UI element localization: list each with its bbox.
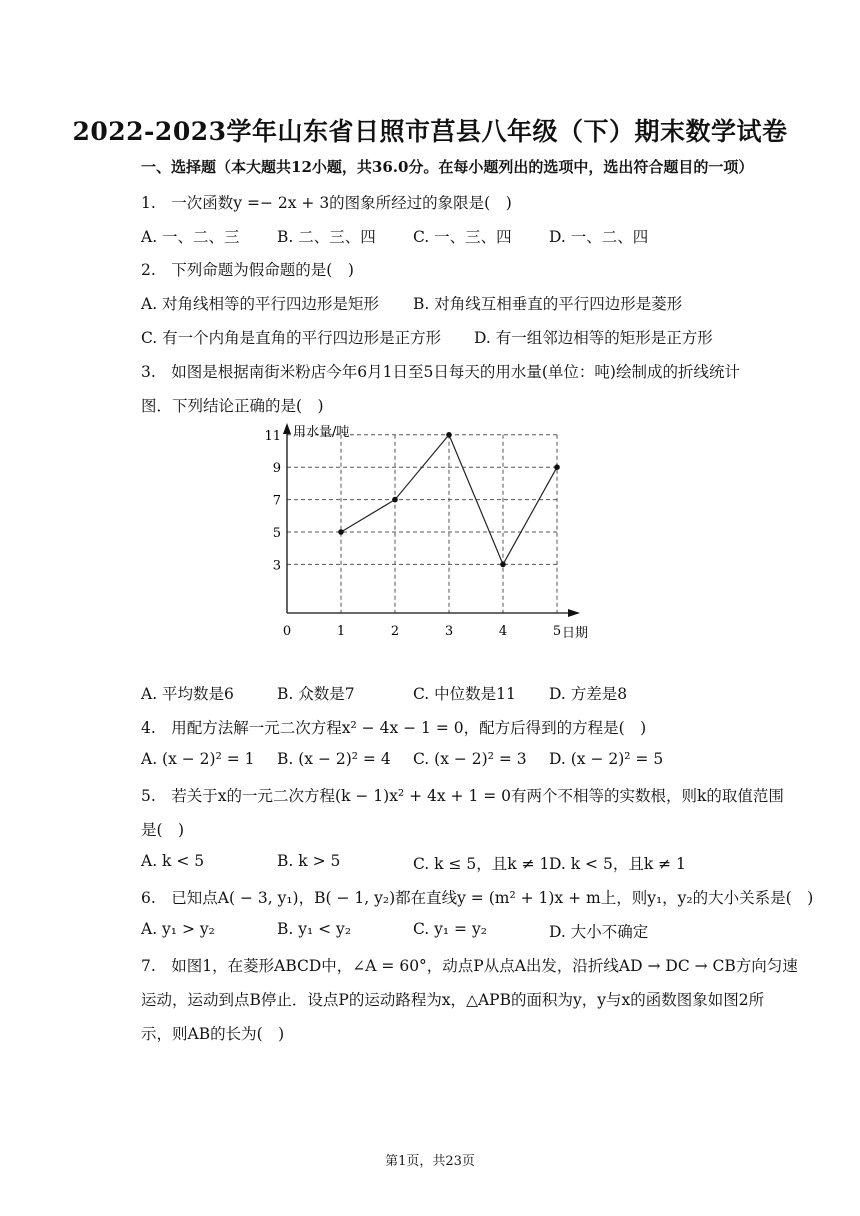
- q6-option-a: A. y₁ > y₂: [141, 920, 215, 938]
- q4-option-b: B. (x − 2)² = 4: [277, 750, 391, 768]
- question-7-stem-line3: 示，则AB的长为( ): [141, 1025, 285, 1043]
- x-axis-label: 日期: [562, 626, 589, 641]
- q1-option-b: B. 二、三、四: [277, 228, 376, 246]
- q5-option-d: D. k < 5，且k ≠ 1: [549, 855, 686, 873]
- q5-option-b: B. k > 5: [277, 852, 341, 870]
- question-1-stem: 1. 一次函数y =− 2x + 3的图象所经过的象限是( ): [141, 194, 512, 212]
- page-footer: 第1页，共23页: [385, 1154, 475, 1169]
- question-7-stem-line1: 7. 如图1，在菱形ABCD中，∠A = 60°，动点P从点A出发，沿折线AD → DC → CB方向匀速: [141, 957, 798, 975]
- q5-option-c: C. k ≤ 5，且k ≠ 1: [413, 855, 550, 873]
- y-axis-arrow: [283, 423, 291, 434]
- question-7-stem-line2: 运动，运动到点B停止．设点P的运动路程为x，△APB的面积为y，y与x的函数图象如图2所: [141, 991, 765, 1009]
- page-title: 2022-2023学年山东省日照市莒县八年级（下）期末数学试卷: [72, 117, 788, 146]
- y-axis-label: 用水量/吨: [293, 425, 350, 440]
- section-heading: 一、选择题（本大题共12小题，共36.0分。在每小题列出的选项中，选出符合题目的一项）: [141, 158, 754, 176]
- data-point: [500, 562, 506, 568]
- q1-option-d: D. 一、二、四: [549, 228, 649, 246]
- q2-option-c: C. 有一个内角是直角的平行四边形是正方形: [141, 329, 442, 347]
- question-2-stem: 2. 下列命题为假命题的是( ): [141, 261, 354, 279]
- data-point: [554, 464, 560, 470]
- x-axis-arrow: [568, 609, 580, 617]
- q2-option-a: A. 对角线相等的平行四边形是矩形: [141, 295, 380, 313]
- q5-option-a: A. k < 5: [141, 852, 205, 870]
- q6-option-d: D. 大小不确定: [549, 923, 649, 941]
- question-6-stem: 6. 已知点A( − 3, y₁)，B( − 1, y₂)都在直线y = (m² + 1)x + m上，则y₁，y₂的大小关系是( ): [141, 889, 814, 907]
- x-tick-label: 0: [282, 624, 292, 639]
- q6-option-c: C. y₁ = y₂: [413, 920, 487, 938]
- q3-option-b: B. 众数是7: [277, 685, 355, 703]
- data-point: [338, 529, 344, 535]
- q3-option-c: C. 中位数是11: [413, 685, 516, 703]
- q2-option-b: B. 对角线互相垂直的平行四边形是菱形: [413, 295, 683, 313]
- y-tick-label: 3: [272, 558, 281, 574]
- question-3-stem-line2: 图．下列结论正确的是( ): [141, 397, 324, 415]
- q3-option-a: A. 平均数是6: [141, 685, 234, 703]
- water-usage-line-chart: [262, 420, 602, 670]
- q3-option-d: D. 方差是8: [549, 685, 628, 703]
- question-5-stem-line2: 是( ): [141, 821, 185, 839]
- q6-option-b: B. y₁ < y₂: [277, 920, 352, 938]
- x-tick-label: 5: [552, 624, 562, 639]
- q4-option-a: A. (x − 2)² = 1: [141, 750, 255, 768]
- q4-option-c: C. (x − 2)² = 3: [413, 750, 527, 768]
- y-tick-label: 11: [264, 428, 281, 444]
- question-3-stem-line1: 3. 如图是根据南街米粉店今年6月1日至5日每天的用水量(单位：吨)绘制成的折线统计: [141, 363, 740, 381]
- chart-axes: [283, 423, 580, 617]
- x-tick-label: 1: [336, 624, 346, 639]
- y-tick-label: 9: [272, 461, 281, 477]
- q1-option-a: A. 一、二、三: [141, 228, 240, 246]
- question-4-stem: 4. 用配方法解一元二次方程x² − 4x − 1 = 0，配方后得到的方程是( ): [141, 719, 647, 737]
- x-tick-label: 4: [498, 624, 508, 639]
- q1-option-c: C. 一、三、四: [413, 228, 512, 246]
- question-5-stem-line1: 5. 若关于x的一元二次方程(k − 1)x² + 4x + 1 = 0有两个不相等的实数根，则k的取值范围: [141, 787, 784, 805]
- q4-option-d: D. (x − 2)² = 5: [549, 750, 664, 768]
- q2-option-d: D. 有一组邻边相等的矩形是正方形: [474, 329, 713, 347]
- x-tick-label: 2: [390, 624, 400, 639]
- y-tick-label: 5: [272, 526, 281, 541]
- data-point: [446, 432, 452, 438]
- x-tick-label: 3: [444, 624, 454, 639]
- y-tick-label: 7: [272, 493, 281, 509]
- chart-grid: [287, 435, 557, 613]
- data-point: [392, 497, 398, 503]
